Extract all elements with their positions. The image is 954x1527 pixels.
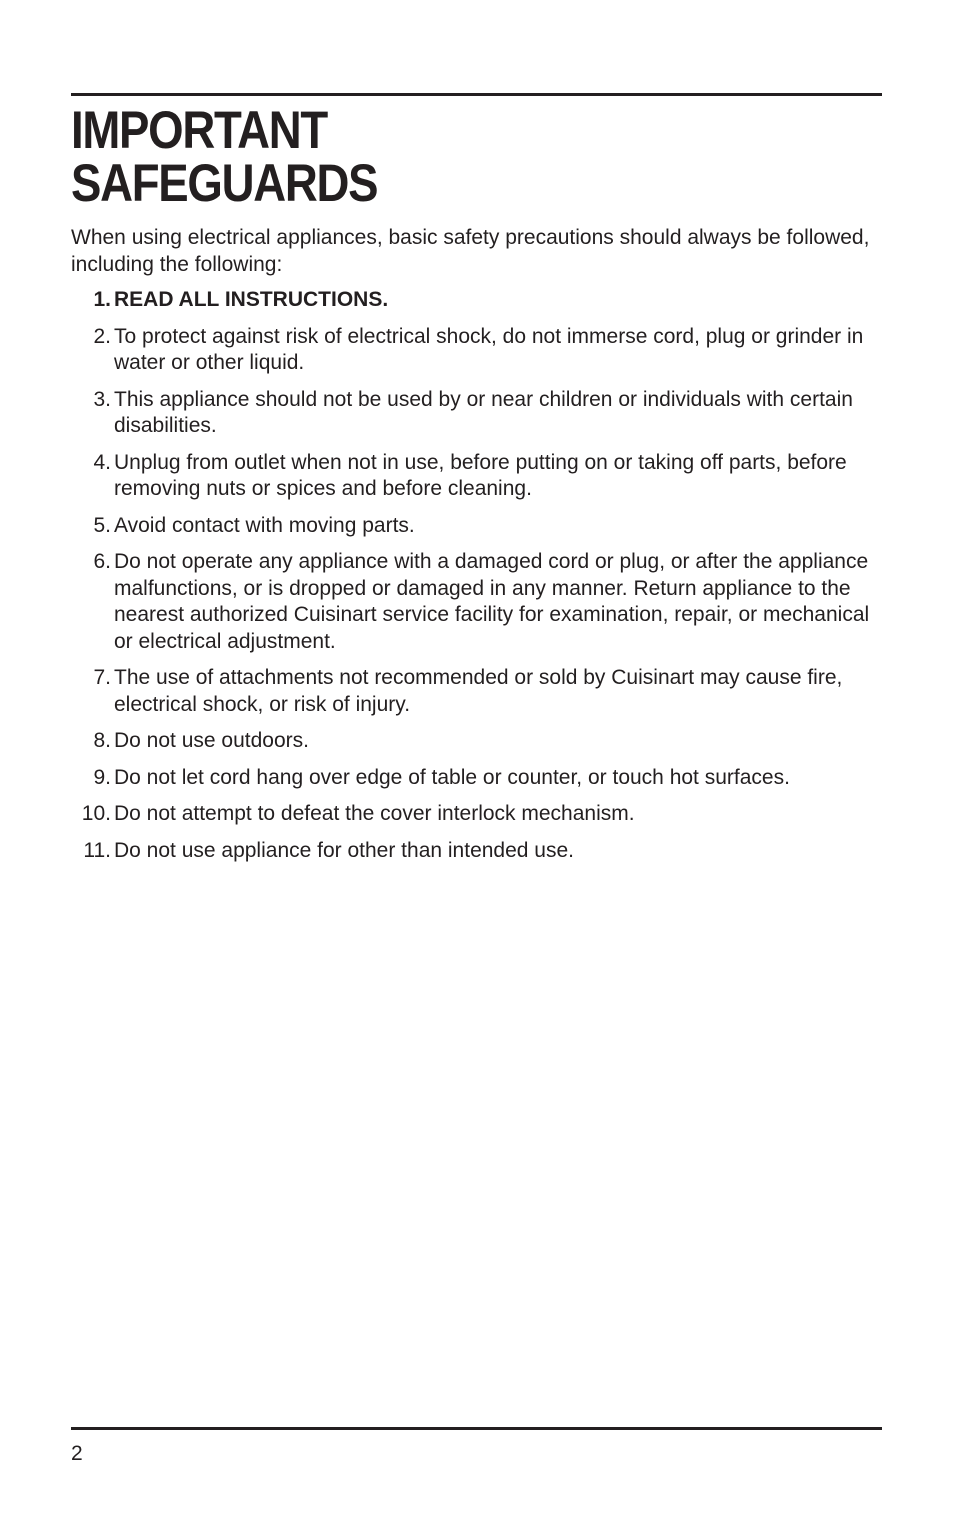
item-number: 1.	[93, 288, 111, 311]
safeguards-list	[71, 287, 881, 874]
item-text: This appliance should not be used by or near children or individuals with certain disabilities.	[114, 387, 853, 437]
list-item	[71, 450, 881, 503]
list-item	[71, 287, 881, 314]
item-number: 3.	[93, 387, 111, 411]
list-item	[71, 387, 881, 440]
intro-paragraph: When using electrical appliances, basic safety precautions should always be followed, including the following:	[71, 226, 870, 276]
item-text: Do not let cord hang over edge of table or counter, or touch hot surfaces.	[114, 765, 790, 789]
list-item	[71, 728, 881, 755]
item-text: Do not use outdoors.	[114, 729, 309, 752]
list-item	[71, 665, 881, 718]
item-text: The use of attachments not recommended or sold by Cuisinart may cause fire, electrical shock, or risk of injury.	[114, 666, 843, 716]
list-item	[71, 324, 881, 377]
page-number: 2	[71, 1442, 83, 1465]
page-title-line-2: SAFEGUARDS	[71, 154, 378, 213]
item-text: Do not use appliance for other than intended use.	[114, 838, 574, 862]
item-number: 9.	[93, 765, 111, 789]
item-text: Do not attempt to defeat the cover interlock mechanism.	[114, 802, 635, 825]
item-text: READ ALL INSTRUCTIONS.	[114, 288, 389, 311]
item-number: 11.	[83, 838, 111, 862]
item-text: Do not operate any appliance with a damaged cord or plug, or after the appliance malfunctions, or is dropped or damaged in any manner. Return appliance to the nearest authorized Cuisinart service facility for examination, repair, or mechanical or electrical adjustment.	[114, 550, 870, 653]
list-item	[71, 549, 881, 655]
item-number: 4.	[93, 450, 111, 474]
item-text: To protect against risk of electrical shock, do not immerse cord, plug or grinder in water or other liquid.	[114, 324, 864, 374]
list-item	[71, 513, 881, 540]
item-number: 5.	[93, 513, 111, 537]
list-item	[71, 801, 881, 828]
item-number: 7.	[93, 666, 111, 689]
page-title-line-1: IMPORTANT	[71, 101, 327, 160]
bottom-divider	[71, 1427, 882, 1430]
top-divider	[71, 93, 882, 96]
item-number: 2.	[93, 324, 111, 348]
list-item	[71, 838, 881, 865]
item-text: Avoid contact with moving parts.	[114, 513, 415, 537]
page-title	[71, 101, 378, 213]
item-text: Unplug from outlet when not in use, before putting on or taking off parts, before removing nuts or spices and before cleaning.	[114, 450, 847, 500]
list-item	[71, 765, 881, 792]
item-number: 10.	[81, 802, 111, 825]
item-number: 8.	[93, 729, 111, 752]
item-number: 6.	[93, 550, 111, 573]
